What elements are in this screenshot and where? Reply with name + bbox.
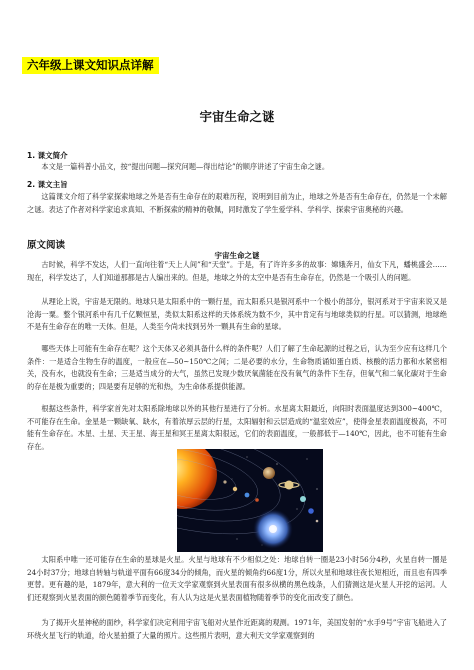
neptune-icon xyxy=(308,508,314,514)
document-title: 宇宙生命之谜 xyxy=(199,109,275,124)
mercury-icon xyxy=(223,480,226,483)
reading-paragraph-3: 哪些天体上可能有生命存在呢？这个天体又必须具备什么样的条件呢？人们了解了生命起源的过程之后，认为至少应有这样几个条件：一是适合生物生存的温度，一般应在—50~150℃之间；二是必要的水分，生命物质诵如蛋白质、核酸的活力都和水紧密相关，没有水，也就没有生命；三是适当成分的大气，虽然已发现少数厌氧菌能在没有氧气的条件下生存，但氧气和二氧化碳对于生命的存在是极为重要的；四是要有足够的光和热，为生命体系提供能源。 xyxy=(27,344,447,391)
reading-paragraph-5: 太阳系中唯一还可能存在生命的星球是火星。火星与地球有不少相似之处：地球自转一圈是23小时56分4秒，火星自转一圈是24小时37分；地球自转轴与轨道平面有66度34分的倾角，而火星的倾角约66度1分，所以火星和地球往夜长短相近，而且也有四季更替。更有趣的是，1879年，意大利的一位天文学家观察到火星表面有很多纵横的黑色线条，人们猜测这是火星人开挖的运河。人们还观察到火星表面的颜色随着季节而变化，有人认为这是火星表面植物随着季节的变化而改变了颜色。 xyxy=(27,555,447,602)
pluto-icon xyxy=(316,520,319,523)
solar-system-image xyxy=(177,449,323,552)
reading-label: 原文阅读 xyxy=(27,240,66,251)
section-text-intro: 本文是一篇科普小品文，按“提出问题—探究问题—得出结论”的顺序讲述了宇宙生命之谜。 xyxy=(41,162,330,171)
solar-system-illustration xyxy=(177,449,323,552)
section-heading-theme: 2. 课文主旨 xyxy=(27,180,68,189)
reading-paragraph-4: 根据这些条件，科学家首先对太阳系除地球以外的其他行星进行了分析。水星离太阳最近，向阳时表面温度达到300~400℃，不可能存在生命。金星是一颗缺氧、缺水，有着浓厚云层的行星，太阳辐射和云层造成的“温室效应”，使得金星表面温度极高，不可能有生命存在。木星、土星、天王星、海王星和冥王星离太阳很远，它们的表面温度，一般都低于—140℃，因此，也不可能有生命存在。 xyxy=(27,404,447,451)
venus-icon xyxy=(233,487,237,491)
mars-icon xyxy=(255,498,259,502)
reading-paragraph-1: 古时候，科学不发达，人们一直向往着“天上人间”和“天堂”。于是，有了许许多多的故事：嫦娥奔月，仙女下凡，蟠桃盛会……现在，科学发达了，人们知道那都是古人编出来的。但是，地球之外的太空中是否有生命存在，仍然是一个吸引人的问题。 xyxy=(27,260,447,282)
reading-subtitle: 宇宙生命之谜 xyxy=(214,251,260,260)
grade-banner: 六年级上课文知识点详解 xyxy=(22,57,159,74)
section-text-theme: 这篇课文介绍了科学家探索地球之外是否有生命存在的艰难历程，说明到目前为止，地球之外是否有生命存在，仍然是一个未解之谜。表达了作者对科学家追求真知、不断探索的精神的敬佩，同时激发了学生爱学科、学科学、探索宇宙奥秘的兴趣。 xyxy=(27,192,447,214)
reading-paragraph-2: 从理论上说，宇宙是无限的。地球只是太阳系中的一颗行星，而太阳系只是银河系中一个极小的部分，银河系对于宇宙来说又是沧海一粟。整个银河系中有几千亿颗恒星，类似太阳系这样的天体系统为数不少，其中肯定有与地球类似的行星。可以猜测，地球绝不是有生命存在的唯一天体。但是，人类至今尚未找到另外一颗具有生命的星球。 xyxy=(27,297,447,331)
reading-paragraph-6: 为了揭开火星神秘的面纱，科学家们决定利用宇宙飞船对火星作近距离的观测。1971年，美国发射的“水手9号”宇宙飞船进入了环绕火星飞行的轨道，给火星拍摄了大量的照片。这些照片表明，意大利天文学家观察到的 xyxy=(27,618,447,640)
uranus-icon xyxy=(300,496,306,502)
jupiter-icon xyxy=(263,467,275,479)
section-heading-intro: 1. 课文简介 xyxy=(27,151,68,160)
earth-icon xyxy=(245,493,250,498)
